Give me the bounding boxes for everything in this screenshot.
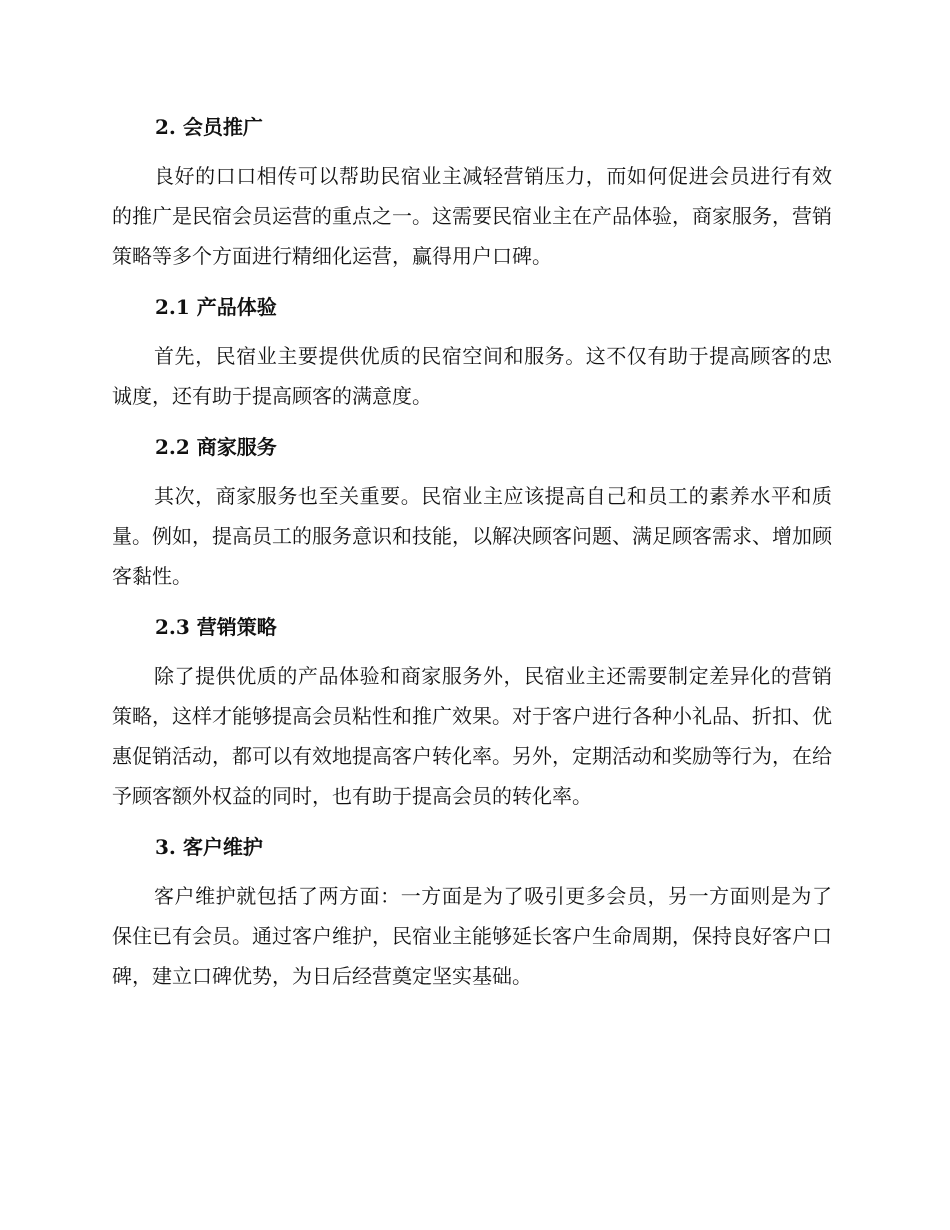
section-paragraph-2: 良好的口口相传可以帮助民宿业主减轻营销压力，而如何促进会员进行有效的推广是民宿会员运营的重点之一。这需要民宿业主在产品体验，商家服务，营销策略等多个方面进行精细化运营，赢得用户口碑。	[112, 164, 832, 268]
section-paragraph-3: 客户维护就包括了两方面：一方面是为了吸引更多会员，另一方面则是为了保住已有会员。通过客户维护，民宿业主能够延长客户生命周期，保持良好客户口碑，建立口碑优势，为日后经营奠定坚实基础。	[112, 884, 832, 988]
section-heading-2-1: 2.1 产品体验	[155, 295, 277, 319]
section-heading-2-2: 2.2 商家服务	[155, 435, 277, 459]
section-heading-2: 2. 会员推广	[155, 115, 263, 139]
document-body	[112, 108, 832, 996]
section-paragraph-2-2: 其次，商家服务也至关重要。民宿业主应该提高自己和员工的素养水平和质量。例如，提高员工的服务意识和技能，以解决顾客问题、满足顾客需求、增加顾客黏性。	[112, 484, 832, 588]
section-heading-2-3: 2.3 营销策略	[155, 615, 277, 639]
section-paragraph-2-3: 除了提供优质的产品体验和商家服务外，民宿业主还需要制定差异化的营销策略，这样才能够提高会员粘性和推广效果。对于客户进行各种小礼品、折扣、优惠促销活动，都可以有效地提高客户转化率。另外，定期活动和奖励等行为，在给予顾客额外权益的同时，也有助于提高会员的转化率。	[112, 664, 832, 808]
section-paragraph-2-1: 首先，民宿业主要提供优质的民宿空间和服务。这不仅有助于提高顾客的忠诚度，还有助于提高顾客的满意度。	[112, 344, 832, 408]
section-heading-3: 3. 客户维护	[155, 835, 263, 859]
